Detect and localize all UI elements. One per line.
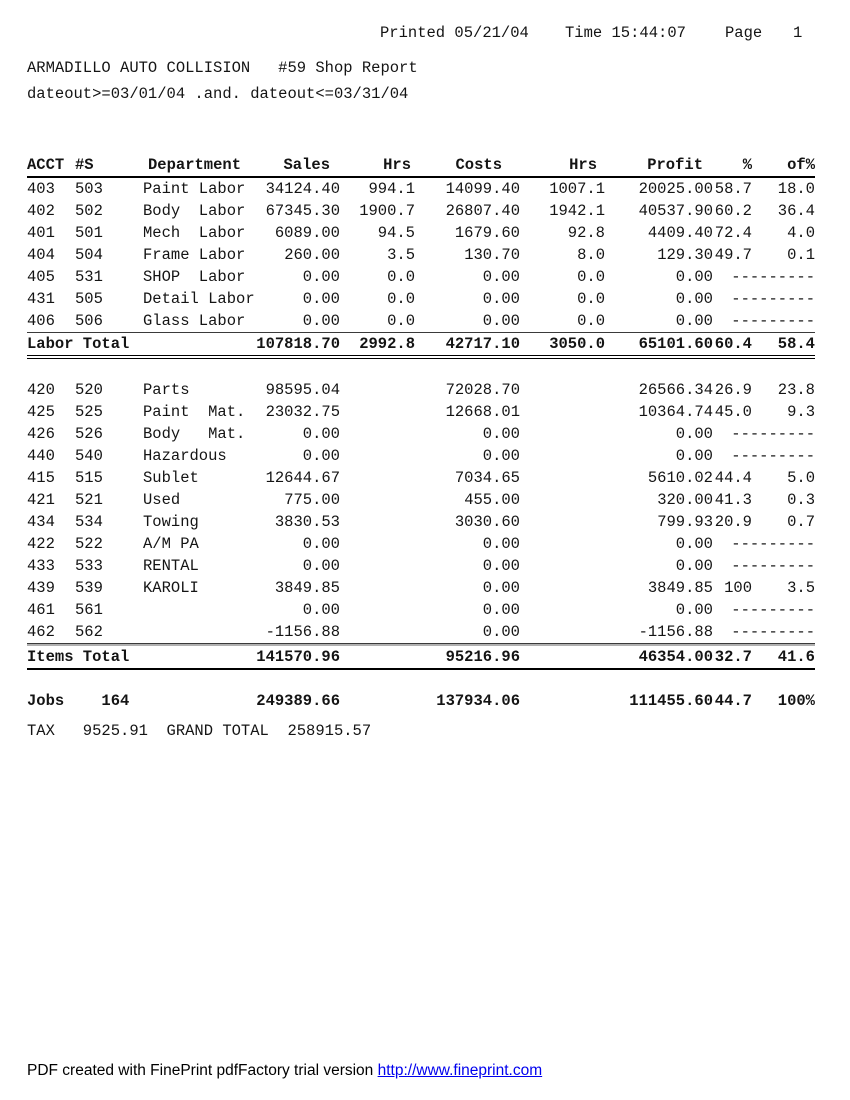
cell-hours [340,533,415,555]
cell-account-num: 562 [75,621,143,644]
cell-of-percent: 41.6 [752,644,815,670]
table-row [27,244,815,266]
cell-hours: 0.0 [520,310,605,333]
section-spacer [27,359,815,379]
cell-costs: 0.00 [482,535,520,553]
cell-hours: 3050.0 [520,333,605,359]
cell-of-percent: 0.3 [787,491,815,509]
cell-hours [340,644,415,670]
cell-sales: 775.00 [284,491,340,509]
cell-of-percent: 0.7 [787,513,815,531]
cell-percent-dashes: --------- [731,535,815,553]
table-row [27,423,815,445]
cell-hours: 994.1 [368,180,415,198]
cell-profit: 40537.90 [638,202,713,220]
table-row [27,379,815,401]
col-header-num: #S [75,154,143,178]
cell-costs: 95216.96 [415,644,520,670]
cell-percent-dashes: --------- [731,447,815,465]
cell-acct: 403 [27,180,55,198]
shop-report-table [27,154,815,712]
cell-department: RENTAL [143,557,199,575]
cell-sales: 0.00 [248,310,340,333]
cell-hours [340,621,415,644]
cell-department: Body Labor [143,202,246,220]
table-row [27,599,815,621]
cell-account-num: 522 [75,535,103,553]
cell-hours [520,511,605,533]
cell-of-percent: 18.0 [777,180,815,198]
cell-acct: 440 [27,447,55,465]
cell-acct: 433 [27,557,55,575]
cell-hours [340,599,415,621]
cell-sales: 23032.75 [265,403,340,421]
cell-department: Hazardous [143,447,227,465]
cell-of-percent: 3.5 [787,579,815,597]
cell-of-percent: 0.1 [787,246,815,264]
cell-department: Towing [143,513,199,531]
cell-of-percent: 100% [777,692,815,710]
page-label: Page [725,24,763,42]
cell-percent-dashes: --------- [731,425,815,443]
cell-hours [340,555,415,577]
cell-acct: 461 [27,601,55,619]
cell-account-num: 531 [75,268,103,286]
cell-costs: 0.00 [482,447,520,465]
cell-sales: 3830.53 [274,513,340,531]
cell-percent-dashes: --------- [731,557,815,575]
cell-profit: 3849.85 [647,579,713,597]
cell-costs: 1679.60 [454,224,520,242]
cell-account-num: 506 [75,310,143,333]
cell-sales: 6089.00 [274,224,340,242]
page-number: 1 [793,24,803,42]
cell-of-percent: 4.0 [787,224,815,242]
cell-hours [520,379,605,401]
cell-profit: 0.00 [675,290,713,308]
col-header-hours: Hrs [520,154,605,178]
cell-percent: 45.0 [714,403,752,421]
cell-account-num: 504 [75,246,103,264]
col-header-profit: Profit [605,154,713,178]
print-meta-row [0,24,850,46]
cell-sales: 0.00 [302,535,340,553]
cell-profit: 4409.40 [647,224,713,242]
cell-percent-dashes: --------- [731,268,815,286]
cell-profit: 320.00 [657,491,713,509]
pdf-footer [27,1062,542,1080]
cell-department: Mech Labor [143,224,246,242]
cell-acct: 462 [27,621,75,644]
cell-percent: 72.4 [714,224,752,242]
cell-acct: 402 [27,202,55,220]
cell-hours [520,445,605,467]
cell-costs: 42717.10 [415,333,520,359]
cell-hours [520,621,605,644]
cell-sales: 141570.96 [248,644,340,670]
tax-grand-total-line: TAX 9525.91 GRAND TOTAL 258915.57 [27,722,372,740]
cell-percent: 41.3 [714,491,752,509]
cell-sales: -1156.88 [248,621,340,644]
cell-department: A/M PA [143,535,199,553]
cell-profit: 0.00 [675,425,713,443]
col-header-of-percent: of% [752,154,815,178]
printed-date: Printed 05/21/04 [380,24,529,42]
col-header-costs: Costs [415,154,520,178]
cell-costs: 455.00 [464,491,520,509]
cell-percent: 32.7 [713,644,752,670]
cell-acct: 425 [27,403,55,421]
cell-profit: 0.00 [675,557,713,575]
cell-hours: 1900.7 [359,202,415,220]
cell-account-num: 525 [75,403,103,421]
cell-hours: 0.0 [387,268,415,286]
cell-sales: 0.00 [302,290,340,308]
cell-department: Used [143,491,181,509]
cell-percent-dashes: --------- [731,601,815,619]
cell-hours: 2992.8 [340,333,415,359]
cell-profit: 129.30 [657,246,713,264]
cell-hours [340,423,415,445]
cell-hours [520,423,605,445]
cell-hours [340,577,415,599]
cell-acct: 420 [27,381,55,399]
cell-profit: 65101.60 [605,333,713,359]
row-label: Items Total [27,644,248,670]
cell-acct: 431 [27,290,55,308]
section-spacer-cell [27,359,815,379]
cell-of-percent: 5.0 [787,469,815,487]
cell-acct: 406 [27,310,75,333]
table-row [27,621,815,644]
cell-percent-dashes: --------- [713,621,815,644]
cell-account-num: 515 [75,469,103,487]
cell-profit: 20025.00 [638,180,713,198]
cell-sales: 107818.70 [248,333,340,359]
table-row [27,310,815,333]
report-title: ARMADILLO AUTO COLLISION #59 Shop Report [27,59,418,77]
cell-of-percent: 23.8 [777,381,815,399]
cell-acct: 439 [27,579,55,597]
cell-account-num: 539 [75,579,103,597]
cell-sales: 249389.66 [256,692,340,710]
cell-hours: 92.8 [567,224,605,242]
cell-hours [340,401,415,423]
cell-percent: 26.9 [714,381,752,399]
cell-profit: -1156.88 [605,621,713,644]
cell-costs: 0.00 [482,579,520,597]
cell-costs: 0.00 [415,621,520,644]
cell-acct: 434 [27,513,55,531]
cell-of-percent: 36.4 [777,202,815,220]
cell-profit: 46354.00 [605,644,713,670]
cell-department: Detail Labor [143,290,255,308]
table-row [27,401,815,423]
cell-costs: 137934.06 [436,692,520,710]
cell-sales: 98595.04 [265,381,340,399]
table-row [27,266,815,288]
cell-department: KAROLI [143,579,199,597]
row-label: Jobs 164 [27,692,130,710]
cell-profit: 111455.60 [629,692,713,710]
cell-hours [520,644,605,670]
cell-sales: 34124.40 [265,180,340,198]
cell-sales: 0.00 [302,268,340,286]
cell-hours [520,555,605,577]
cell-sales: 0.00 [302,601,340,619]
cell-hours [340,379,415,401]
cell-hours [520,690,605,712]
cell-account-num: 534 [75,513,103,531]
items-total-row [27,644,815,670]
labor-total-row [27,333,815,359]
cell-account-num: 540 [75,447,103,465]
cell-account-num: 533 [75,557,103,575]
cell-profit: 26566.34 [638,381,713,399]
cell-hours [340,511,415,533]
cell-percent: 20.9 [714,513,752,531]
cell-costs: 0.00 [482,557,520,575]
col-header-acct: ACCT [27,154,75,178]
col-header-percent: % [713,154,752,178]
cell-percent: 44.4 [714,469,752,487]
cell-hours [520,467,605,489]
table-row [27,467,815,489]
table-header-row [27,154,815,178]
cell-percent: 60.2 [714,202,752,220]
table-row [27,511,815,533]
cell-costs: 0.00 [482,290,520,308]
col-header-department: Department [143,154,248,178]
cell-costs: 7034.65 [454,469,520,487]
cell-account-num: 503 [75,180,103,198]
cell-percent-dashes: --------- [713,310,815,333]
cell-department: Sublet [143,469,199,487]
table-row [27,178,815,200]
cell-hours [520,489,605,511]
cell-sales: 0.00 [302,425,340,443]
cell-costs: 72028.70 [445,381,520,399]
cell-costs: 14099.40 [445,180,520,198]
cell-costs: 0.00 [482,268,520,286]
cell-department: Frame Labor [143,246,246,264]
cell-hours: 0.0 [577,290,605,308]
table-row [27,200,815,222]
cell-department: Paint Labor [143,180,246,198]
col-header-sales: Sales [248,154,340,178]
cell-profit: 0.00 [675,447,713,465]
section-spacer [27,670,815,690]
cell-acct: 422 [27,535,55,553]
cell-acct: 426 [27,425,55,443]
table-row [27,222,815,244]
cell-percent: 58.7 [714,180,752,198]
cell-hours [340,445,415,467]
jobs-total-row [27,690,815,712]
fineprint-link[interactable]: http://www.fineprint.com [377,1062,543,1079]
cell-department: Paint Mat. [143,403,246,421]
cell-account-num: 501 [75,224,103,242]
cell-costs: 3030.60 [454,513,520,531]
cell-account-num: 521 [75,491,103,509]
table-row [27,288,815,310]
cell-hours [340,489,415,511]
cell-sales: 260.00 [284,246,340,264]
cell-hours: 0.0 [577,268,605,286]
cell-acct: 404 [27,246,55,264]
cell-department: SHOP Labor [143,268,246,286]
footer-text: PDF created with FinePrint pdfFactory trial version [27,1062,378,1079]
cell-costs: 0.00 [482,425,520,443]
cell-department: Parts [143,381,190,399]
cell-department: Glass Labor [143,310,248,333]
table-row [27,445,815,467]
col-header-hours: Hrs [340,154,415,178]
cell-acct: 415 [27,469,55,487]
cell-department [143,621,248,644]
cell-percent: 100 [724,579,752,597]
cell-costs: 0.00 [482,601,520,619]
cell-costs: 12668.01 [445,403,520,421]
cell-hours [520,533,605,555]
cell-percent-dashes: --------- [731,290,815,308]
table-row [27,489,815,511]
cell-sales: 0.00 [302,557,340,575]
cell-costs: 0.00 [415,310,520,333]
cell-hours [520,401,605,423]
cell-profit: 5610.02 [647,469,713,487]
cell-hours: 1942.1 [549,202,605,220]
cell-hours [340,690,415,712]
cell-acct: 405 [27,268,55,286]
cell-account-num: 520 [75,381,103,399]
cell-hours: 3.5 [387,246,415,264]
section-spacer-cell [27,670,815,690]
cell-costs: 130.70 [464,246,520,264]
cell-hours: 8.0 [577,246,605,264]
cell-of-percent: 58.4 [752,333,815,359]
cell-sales: 67345.30 [265,202,340,220]
cell-profit: 10364.74 [638,403,713,421]
cell-department [143,599,248,621]
cell-account-num: 505 [75,290,103,308]
cell-hours: 1007.1 [549,180,605,198]
cell-percent: 44.7 [714,692,752,710]
cell-profit: 799.93 [657,513,713,531]
table-row [27,555,815,577]
cell-department: Body Mat. [143,425,246,443]
cell-sales: 0.00 [302,447,340,465]
row-label: Labor Total [27,333,248,359]
cell-sales: 12644.67 [265,469,340,487]
cell-hours [520,577,605,599]
cell-account-num: 526 [75,425,103,443]
print-time: Time 15:44:07 [565,24,686,42]
cell-acct: 401 [27,224,55,242]
table-row [27,533,815,555]
cell-profit: 0.00 [605,310,713,333]
cell-profit: 0.00 [675,268,713,286]
cell-account-num: 502 [75,202,103,220]
cell-account-num: 561 [75,601,103,619]
table-row [27,577,815,599]
cell-hours: 94.5 [377,224,415,242]
cell-profit: 0.00 [675,601,713,619]
cell-percent: 49.7 [714,246,752,264]
cell-hours [520,599,605,621]
cell-percent: 60.4 [713,333,752,359]
cell-hours: 0.0 [387,290,415,308]
cell-hours [340,467,415,489]
cell-costs: 26807.40 [445,202,520,220]
cell-of-percent: 9.3 [787,403,815,421]
cell-sales: 3849.85 [274,579,340,597]
report-filter-expression: dateout>=03/01/04 .and. dateout<=03/31/04 [27,85,409,103]
cell-hours: 0.0 [340,310,415,333]
cell-acct: 421 [27,491,55,509]
cell-profit: 0.00 [675,535,713,553]
